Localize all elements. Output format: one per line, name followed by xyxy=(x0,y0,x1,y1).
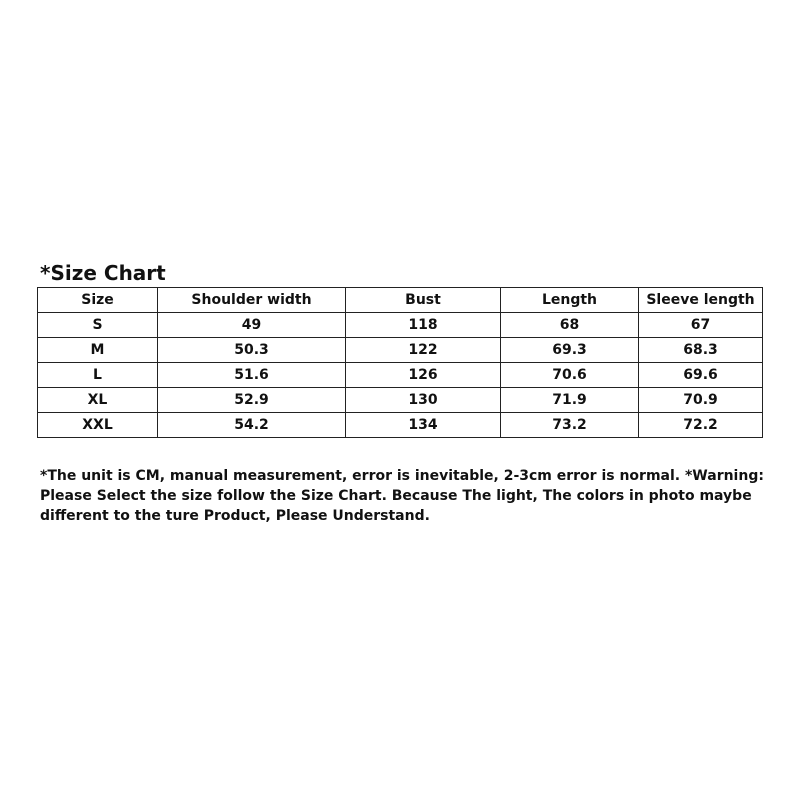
shoulder-width-cell: 49 xyxy=(158,313,346,338)
note-line: Please Select the size follow the Size Chart. Because The light, The colors in photo maybe xyxy=(40,488,752,504)
table-header-row xyxy=(38,288,763,313)
size-chart-title: *Size Chart xyxy=(40,261,166,285)
size-table xyxy=(37,287,763,438)
shoulder-width-cell: 50.3 xyxy=(158,338,346,363)
bust-cell: 130 xyxy=(346,388,501,413)
header-shoulder-width: Shoulder width xyxy=(158,288,346,313)
size-cell: XXL xyxy=(38,413,158,438)
size-cell: M xyxy=(38,338,158,363)
length-cell: 71.9 xyxy=(501,388,639,413)
table-row xyxy=(38,388,763,413)
size-cell: S xyxy=(38,313,158,338)
header-size: Size xyxy=(38,288,158,313)
bust-cell: 118 xyxy=(346,313,501,338)
header-sleeve-length: Sleeve length xyxy=(639,288,763,313)
note-line: *The unit is CM, manual measurement, error is inevitable, 2-3cm error is normal. *Warning: xyxy=(40,468,764,484)
table-row xyxy=(38,413,763,438)
sleeve-length-cell: 70.9 xyxy=(639,388,763,413)
shoulder-width-cell: 52.9 xyxy=(158,388,346,413)
measurement-note xyxy=(40,466,764,526)
table-row xyxy=(38,313,763,338)
header-bust: Bust xyxy=(346,288,501,313)
sleeve-length-cell: 67 xyxy=(639,313,763,338)
sleeve-length-cell: 72.2 xyxy=(639,413,763,438)
table-row xyxy=(38,363,763,388)
note-line: different to the ture Product, Please Understand. xyxy=(40,508,430,524)
size-cell: XL xyxy=(38,388,158,413)
table-row xyxy=(38,338,763,363)
size-cell: L xyxy=(38,363,158,388)
length-cell: 69.3 xyxy=(501,338,639,363)
length-cell: 73.2 xyxy=(501,413,639,438)
length-cell: 70.6 xyxy=(501,363,639,388)
bust-cell: 126 xyxy=(346,363,501,388)
shoulder-width-cell: 54.2 xyxy=(158,413,346,438)
header-length: Length xyxy=(501,288,639,313)
sleeve-length-cell: 69.6 xyxy=(639,363,763,388)
shoulder-width-cell: 51.6 xyxy=(158,363,346,388)
length-cell: 68 xyxy=(501,313,639,338)
sleeve-length-cell: 68.3 xyxy=(639,338,763,363)
bust-cell: 134 xyxy=(346,413,501,438)
bust-cell: 122 xyxy=(346,338,501,363)
